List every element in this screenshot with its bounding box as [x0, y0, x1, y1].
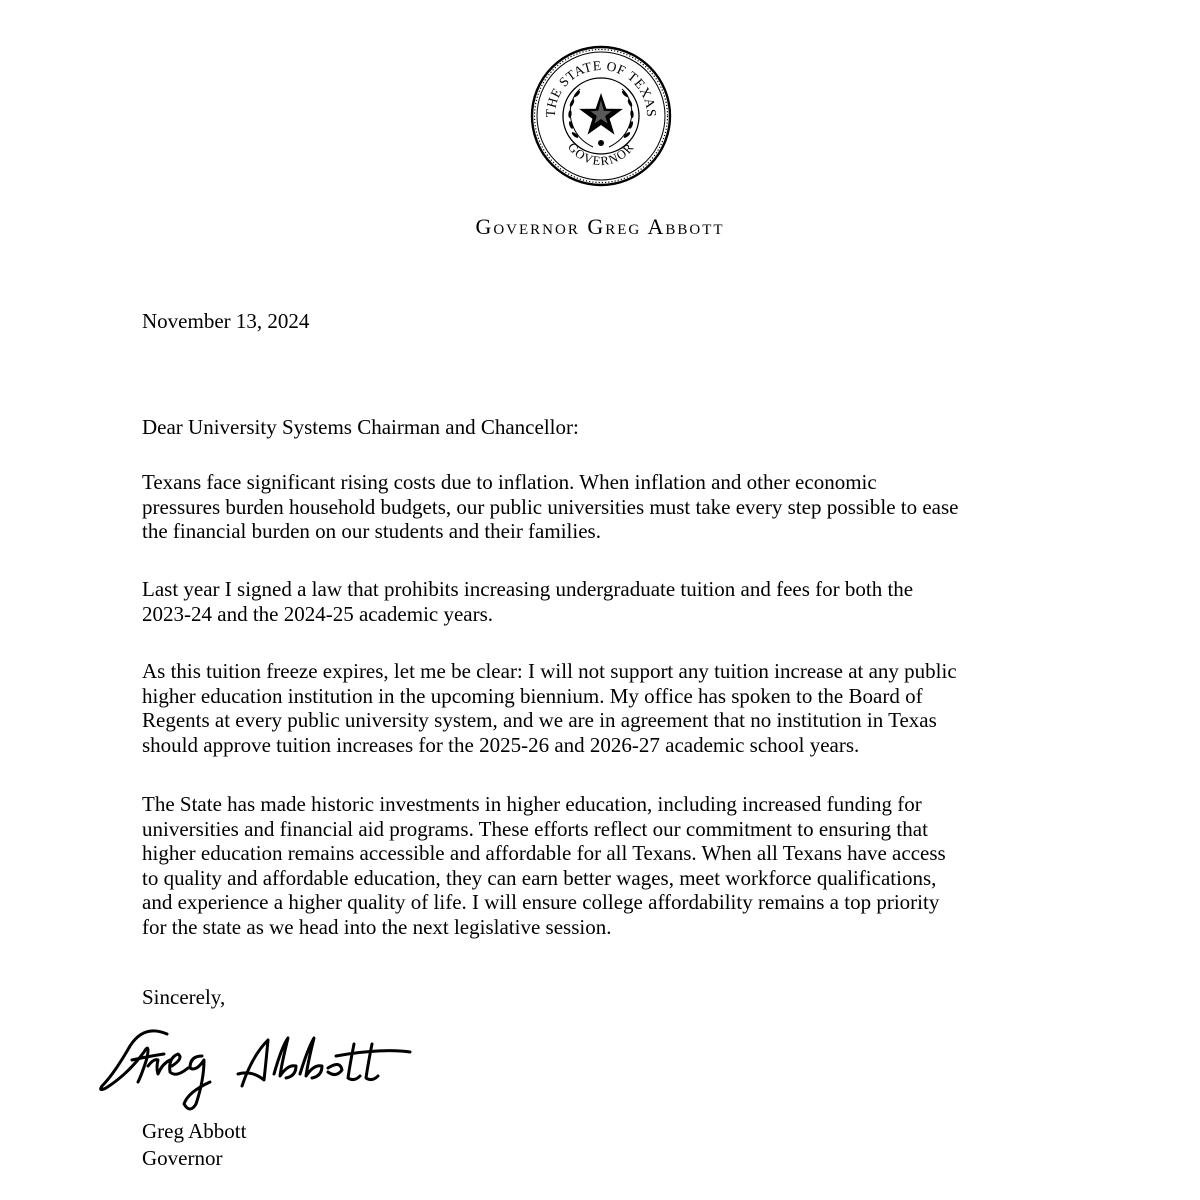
paragraph-line: pressures burden household budgets, our public universities must take every step possible to ease	[142, 494, 959, 519]
paragraph-line: the financial burden on our students and their families.	[142, 519, 601, 543]
signature-icon	[92, 1016, 422, 1116]
paragraph-tuition-freeze	[142, 659, 1082, 757]
paragraph-line: The State has made historic investments in higher education, including increased funding for	[142, 792, 922, 816]
paragraph-line: and experience a higher quality of life. I will ensure college affordability remains a top priority	[142, 890, 940, 914]
paragraph-line: Regents at every public university system, and we are in agreement that no institution in Texas	[142, 708, 937, 732]
paragraph-line: to quality and affordable education, they can earn better wages, meet workforce qualifications,	[142, 865, 937, 890]
letter-date: November 13, 2024	[142, 309, 310, 333]
seal-bottom-text: GOVERNOR	[565, 139, 637, 169]
paragraph-tuition-law	[142, 577, 1082, 626]
letter-closing: Sincerely,	[142, 985, 226, 1009]
paragraph-inflation	[142, 470, 1082, 544]
paragraph-line: Last year I signed a law that prohibits increasing undergraduate tuition and fees for both the	[142, 577, 914, 601]
paragraph-line: Texans face significant rising costs due to inflation. When inflation and other economic	[142, 470, 877, 494]
paragraph-line: 2023-24 and the 2024-25 academic years.	[142, 601, 494, 626]
state-seal	[530, 45, 672, 187]
paragraph-line: higher education remains accessible and affordable for all Texans. When all Texans have access	[142, 841, 946, 865]
letter-salutation: Dear University Systems Chairman and Chancellor:	[142, 415, 579, 439]
texas-seal-icon	[530, 45, 672, 187]
signer-name: Greg Abbott	[142, 1119, 247, 1143]
paragraph-investments	[142, 792, 1082, 939]
paragraph-line: higher education institution in the upcoming biennium. My office has spoken to the Board of	[142, 683, 923, 708]
paragraph-line: for the state as we head into the next legislative session.	[142, 914, 612, 939]
paragraph-line: As this tuition freeze expires, let me be clear: I will not support any tuition increase at any public	[142, 659, 957, 683]
seal-top-text: THE STATE OF TEXAS	[542, 57, 660, 118]
letterhead-title: Governor Greg Abbott	[475, 214, 725, 239]
paragraph-line: universities and financial aid programs. These efforts reflect our commitment to ensuring that	[142, 816, 928, 841]
signer-title: Governor	[142, 1146, 223, 1170]
handwritten-signature	[92, 1016, 422, 1116]
paragraph-line: should approve tuition increases for the 2025-26 and 2026-27 academic school years.	[142, 732, 860, 757]
